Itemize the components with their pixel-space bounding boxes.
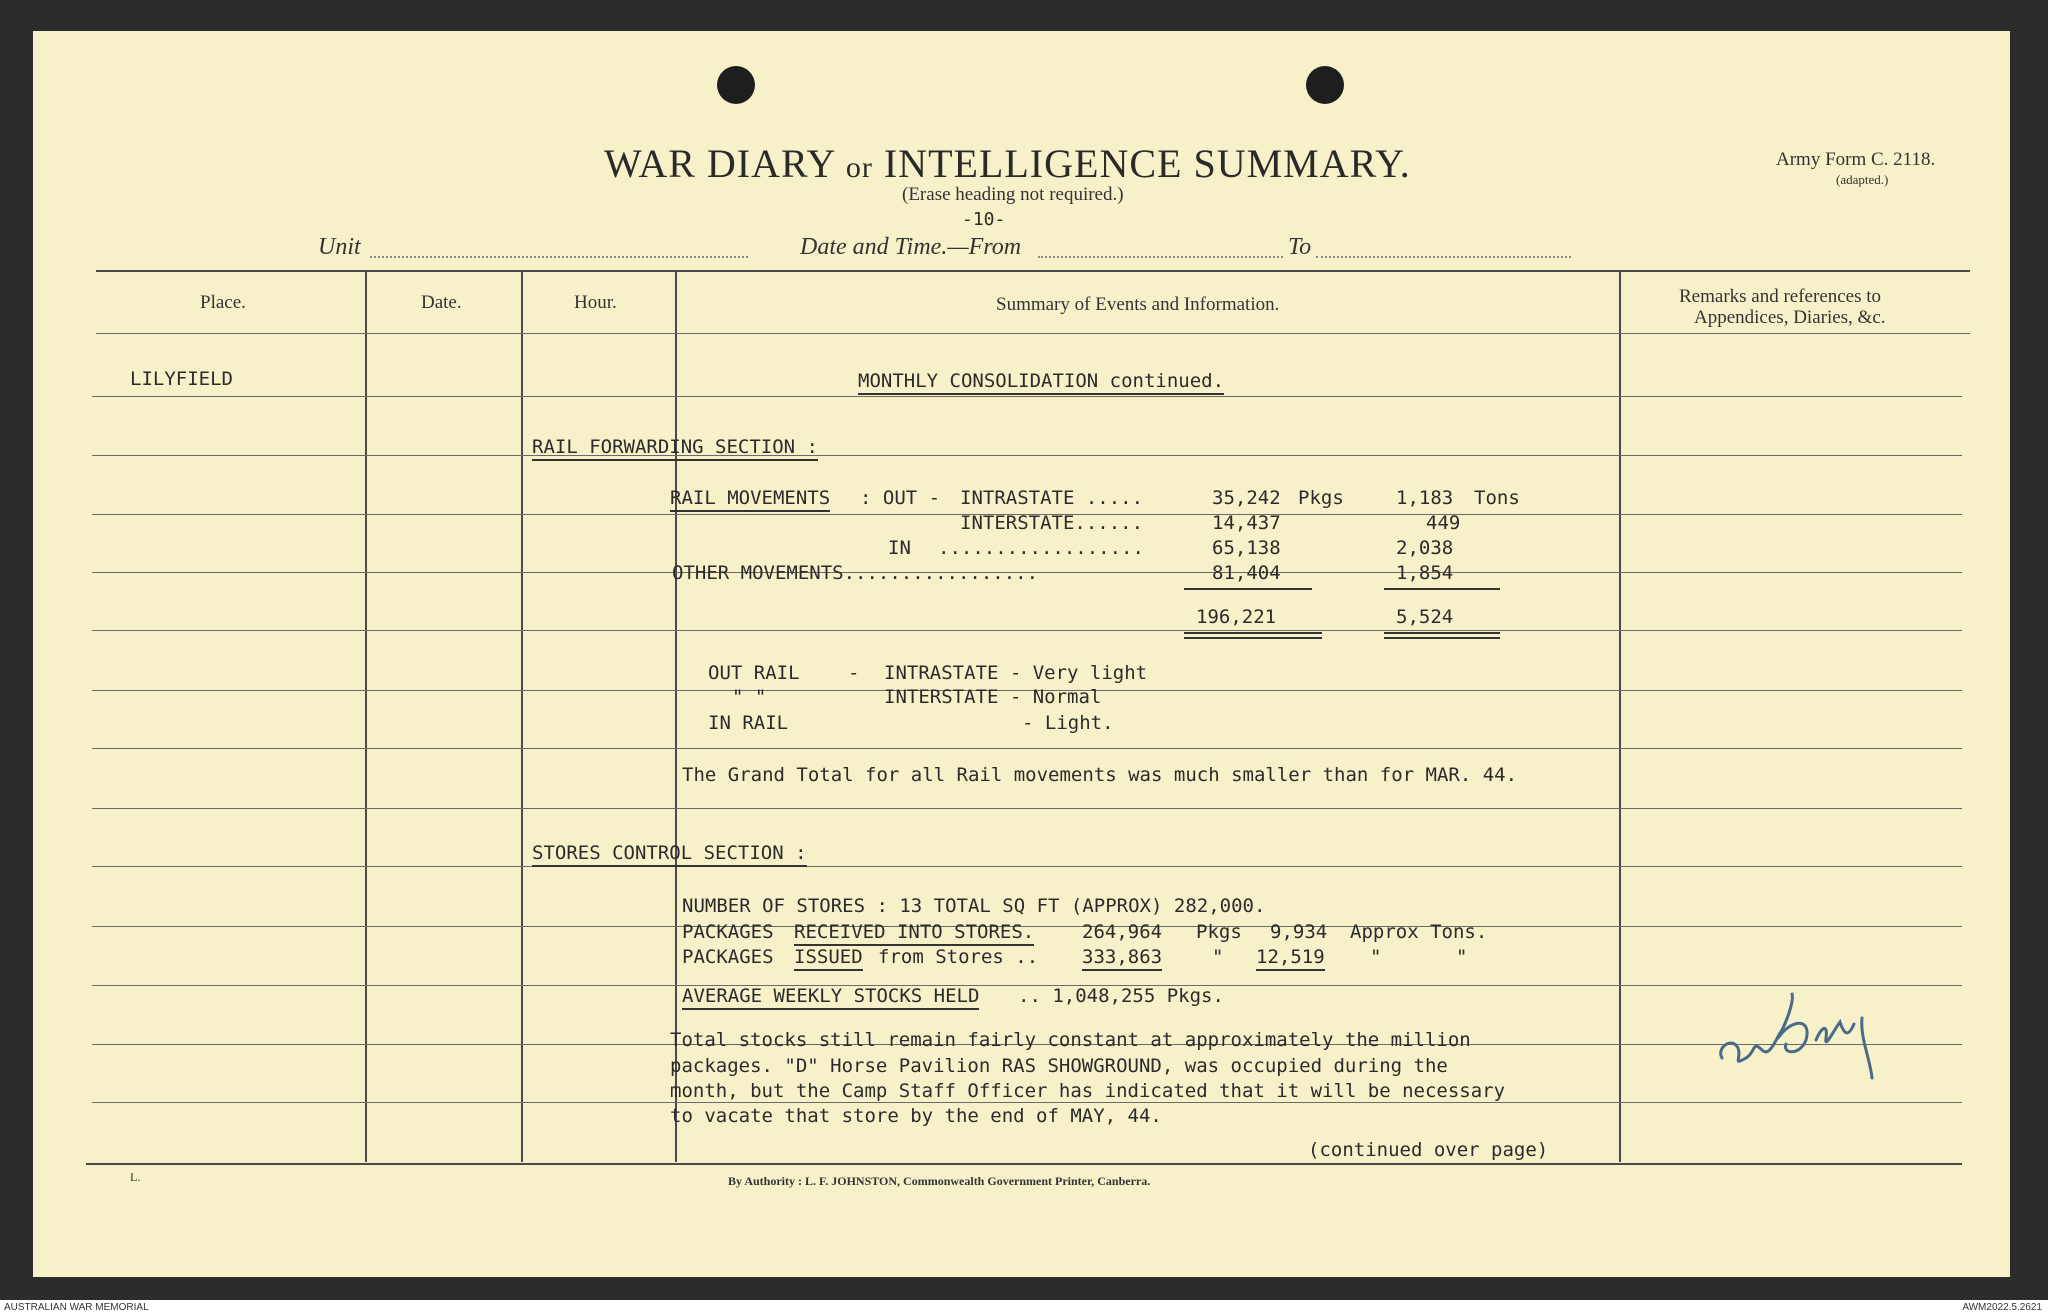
pkgs-total-double-2 xyxy=(1184,637,1322,639)
column-header-date: Date. xyxy=(421,292,462,313)
in-label: IN xyxy=(888,537,911,559)
row1-pkgs: 35,242 xyxy=(1212,487,1281,509)
ruled-line xyxy=(92,1102,1962,1103)
stores-line-3e: " xyxy=(1212,946,1224,968)
row2-tons: 449 xyxy=(1426,512,1461,534)
column-header-summary: Summary of Events and Information. xyxy=(996,294,1280,315)
ruled-line xyxy=(92,396,1962,397)
footer-form-code: L. xyxy=(130,1170,141,1184)
place-entry: LILYFIELD xyxy=(130,368,233,390)
total-tons: 5,524 xyxy=(1396,606,1454,628)
archive-id: AWM2022.5.2621 xyxy=(1962,1302,2042,1313)
ruled-line xyxy=(92,808,1962,809)
col-divider-place xyxy=(365,272,367,1162)
in-dots: .................. xyxy=(938,537,1144,559)
column-header-remarks-1: Remarks and references to xyxy=(1679,286,1882,307)
ruled-line xyxy=(92,748,1962,749)
total-pkgs: 196,221 xyxy=(1196,606,1277,628)
stores-para-2: packages. "D" Horse Pavilion RAS SHOWGROUND, was occupied during the xyxy=(670,1055,1448,1077)
punch-hole-right xyxy=(1306,66,1344,104)
continued-note: (continued over page) xyxy=(1308,1139,1549,1161)
row1-tons-unit: Tons xyxy=(1474,487,1520,509)
stores-line-3a: PACKAGES xyxy=(682,946,774,968)
to-dotted-line xyxy=(1316,256,1571,258)
tons-total-double-1 xyxy=(1384,632,1500,634)
ruled-line xyxy=(92,630,1962,631)
ruled-line xyxy=(92,455,1962,456)
stores-line-3h: " xyxy=(1456,946,1468,968)
adapted-note: (adapted.) xyxy=(1836,172,1889,187)
in-rail-status: - Light. xyxy=(1022,712,1114,734)
tons-total-double-2 xyxy=(1384,637,1500,639)
stores-line-3f: 12,519 xyxy=(1256,946,1325,971)
column-header-place: Place. xyxy=(200,292,246,313)
stores-line-1: NUMBER OF STORES : 13 TOTAL SQ FT (APPROX) 282,000. xyxy=(682,895,1266,917)
footer-authority: By Authority : L. F. JOHNSTON, Commonwealth Government Printer, Canberra. xyxy=(728,1174,1151,1188)
intrastate-status: INTRASTATE - Very light xyxy=(884,662,1148,684)
interstate-label: INTERSTATE...... xyxy=(960,512,1144,534)
row4-pkgs: 81,404 xyxy=(1212,562,1281,584)
stores-line-2d: Pkgs xyxy=(1196,921,1242,943)
row3-tons: 2,038 xyxy=(1396,537,1454,559)
from-dotted-line xyxy=(1038,256,1283,258)
intrastate-label: INTRASTATE ..... xyxy=(960,487,1144,509)
handwritten-signature xyxy=(1712,978,1892,1088)
column-header-hour: Hour. xyxy=(574,292,617,313)
archive-name: AUSTRALIAN WAR MEMORIAL xyxy=(4,1302,149,1313)
column-header-remarks-2: Appendices, Diaries, &c. xyxy=(1694,307,1886,328)
stores-line-2b: RECEIVED INTO STORES. xyxy=(794,921,1034,946)
stores-line-3c: from Stores .. xyxy=(878,946,1039,968)
table-bottom-rule xyxy=(86,1163,1962,1165)
pkgs-total-double-1 xyxy=(1184,632,1322,634)
row3-pkgs: 65,138 xyxy=(1212,537,1281,559)
rail-out-label: : OUT - xyxy=(860,487,941,509)
stores-line-3b: ISSUED xyxy=(794,946,863,971)
ditto-marks: " " xyxy=(732,686,767,708)
interstate-status: INTERSTATE - Normal xyxy=(884,686,1102,708)
archive-strip xyxy=(0,1300,2048,1316)
ruled-line xyxy=(96,333,1970,334)
table-top-rule xyxy=(96,270,1970,272)
row2-pkgs: 14,437 xyxy=(1212,512,1281,534)
rail-section-title: RAIL FORWARDING SECTION : xyxy=(532,436,818,461)
row1-tons: 1,183 xyxy=(1396,487,1454,509)
avg-stocks-value: .. 1,048,255 Pkgs. xyxy=(1018,985,1224,1007)
stores-para-3: month, but the Camp Staff Officer has indicated that it will be necessary xyxy=(670,1080,1506,1102)
erase-note: (Erase heading not required.) xyxy=(902,184,1124,205)
avg-stocks-label: AVERAGE WEEKLY STOCKS HELD xyxy=(682,985,979,1010)
stores-line-2f: Approx Tons. xyxy=(1350,921,1488,943)
unit-label: Unit xyxy=(318,234,361,260)
stores-section-title: STORES CONTROL SECTION : xyxy=(532,842,807,867)
page-number: -10- xyxy=(962,209,1006,230)
out-rail-dash: - xyxy=(848,662,860,684)
grand-total-note: The Grand Total for all Rail movements was much smaller than for MAR. 44. xyxy=(682,764,1518,786)
stores-line-2a: PACKAGES xyxy=(682,921,774,943)
ruled-line xyxy=(92,866,1962,867)
stores-line-3g: " xyxy=(1370,946,1382,968)
stores-line-2c: 264,964 xyxy=(1082,921,1163,943)
monthly-heading: MONTHLY CONSOLIDATION continued. xyxy=(858,370,1224,395)
out-rail-label: OUT RAIL xyxy=(708,662,800,684)
to-label: To xyxy=(1288,234,1312,260)
row1-pkgs-unit: Pkgs xyxy=(1298,487,1344,509)
stores-line-3d: 333,863 xyxy=(1082,946,1162,971)
in-rail-label: IN RAIL xyxy=(708,712,789,734)
unit-dotted-line xyxy=(370,256,748,258)
pkgs-sum-rule xyxy=(1184,588,1312,590)
col-divider-date xyxy=(521,272,523,1162)
row4-tons: 1,854 xyxy=(1396,562,1454,584)
tons-sum-rule xyxy=(1384,588,1500,590)
stores-para-1: Total stocks still remain fairly constant at approximately the million xyxy=(670,1029,1471,1051)
date-time-label: Date and Time.—From xyxy=(800,234,1022,260)
punch-hole-left xyxy=(717,66,755,104)
stores-line-2e: 9,934 xyxy=(1270,921,1328,943)
army-form: Army Form C. 2118. xyxy=(1776,149,1936,170)
other-movements-label: OTHER MOVEMENTS................. xyxy=(672,562,1039,584)
col-divider-summary xyxy=(1619,272,1621,1162)
page-title: WAR DIARY or INTELLIGENCE SUMMARY. xyxy=(604,141,1411,186)
stores-para-4: to vacate that store by the end of MAY, 44. xyxy=(670,1105,1162,1127)
rail-movements-label: RAIL MOVEMENTS xyxy=(670,487,830,512)
